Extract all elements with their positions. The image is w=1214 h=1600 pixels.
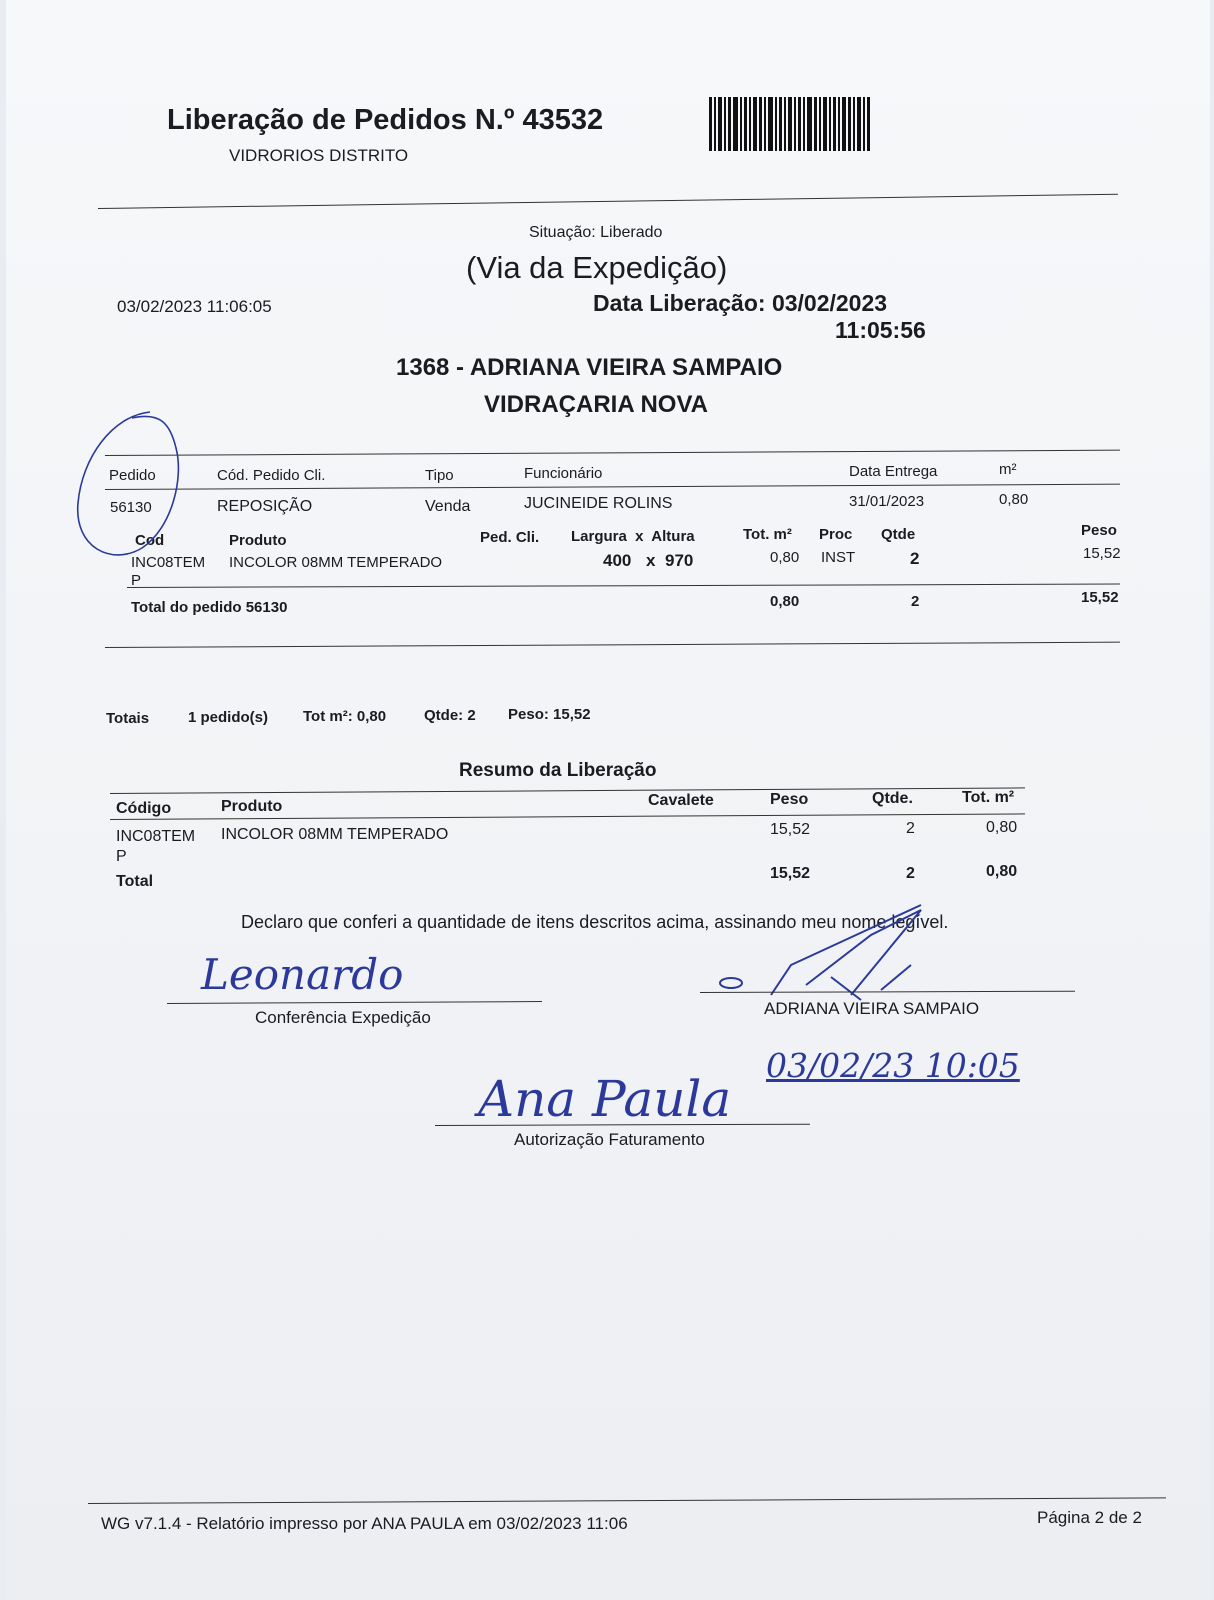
footer-divider <box>88 1497 1166 1504</box>
order-total-label: Total do pedido 56130 <box>131 599 288 616</box>
order-number: 56130 <box>110 499 152 516</box>
item-width: 400 <box>603 551 632 570</box>
summary-col-produto: Produto <box>221 798 283 815</box>
item-proc: INST <box>821 549 856 566</box>
summary-item-weight: 15,52 <box>770 821 811 838</box>
declaration-text: Declaro que conferi a quantidade de itens descritos acima, assinando meu nome legível. <box>241 912 949 932</box>
signature-ana-paula: Ana Paula <box>478 1070 732 1128</box>
order-client-code: REPOSIÇÃO <box>217 498 313 515</box>
footer-page-number: Página 2 de 2 <box>1037 1508 1142 1527</box>
summary-col-cavalete: Cavalete <box>648 792 714 809</box>
item-col-tot-m2: Tot. m² <box>743 526 792 543</box>
summary-total-m2: 0,80 <box>986 863 1018 880</box>
col-pedido: Pedido <box>109 467 156 484</box>
header-divider <box>98 194 1118 209</box>
order-bottom-line <box>105 642 1120 648</box>
signature-label-right: ADRIANA VIEIRA SAMPAIO <box>764 999 980 1018</box>
client-company: VIDRAÇARIA NOVA <box>484 391 709 418</box>
item-col-cod: Cod <box>135 532 165 549</box>
order-header-line <box>105 484 1120 490</box>
summary-col-qtde: Qtde. <box>872 790 913 807</box>
footer-printed-by: WG v7.1.4 - Relatório impresso por ANA PAULA em 03/02/2023 11:06 <box>101 1514 628 1533</box>
item-col-peso: Peso <box>1081 522 1117 539</box>
col-data-entrega: Data Entrega <box>849 463 938 480</box>
signature-label-left: Conferência Expedição <box>255 1008 431 1027</box>
item-height: 970 <box>665 551 694 570</box>
document-page <box>6 0 1210 1600</box>
totals-weight: Peso: 15,52 <box>508 706 591 723</box>
summary-title: Resumo da Liberação <box>459 760 657 781</box>
item-x: x <box>646 551 656 570</box>
order-top-line <box>105 450 1120 456</box>
summary-item-code-cont: P <box>116 848 127 865</box>
signature-line-left <box>167 1001 542 1004</box>
summary-total-qty: 2 <box>906 865 915 882</box>
item-tot-m2: 0,80 <box>770 549 800 566</box>
totals-m2: Tot m²: 0,80 <box>303 708 387 725</box>
handwritten-date: 03/02/23 10:05 <box>766 1046 1020 1085</box>
item-code: INC08TEM <box>131 554 206 571</box>
company-name: VIDRORIOS DISTRITO <box>229 146 409 165</box>
order-m2: 0,80 <box>999 491 1029 508</box>
order-employee: JUCINEIDE ROLINS <box>524 495 673 512</box>
order-total-qty: 2 <box>911 593 920 610</box>
totals-qty: Qtde: 2 <box>424 707 476 724</box>
status-text: Situação: Liberado <box>529 224 663 241</box>
item-col-largura-altura: Largura x Altura <box>571 528 695 545</box>
order-total-line <box>127 584 1120 588</box>
signature-adriana <box>711 905 941 1005</box>
order-delivery-date: 31/01/2023 <box>849 493 925 510</box>
summary-item-m2: 0,80 <box>986 819 1018 836</box>
order-type: Venda <box>425 498 471 515</box>
item-col-qtde: Qtde <box>881 526 916 543</box>
document-title: Liberação de Pedidos N.º 43532 <box>167 104 604 136</box>
item-code-cont: P <box>131 572 142 589</box>
summary-item-code: INC08TEM <box>116 828 196 845</box>
item-col-ped-cli: Ped. Cli. <box>480 529 540 546</box>
col-m2: m² <box>999 461 1017 478</box>
release-date: Data Liberação: 03/02/2023 <box>593 290 888 316</box>
summary-col-tot-m2: Tot. m² <box>962 789 1015 806</box>
release-time: 11:05:56 <box>835 317 926 343</box>
totals-label: Totais <box>106 710 150 727</box>
item-weight: 15,52 <box>1083 545 1121 562</box>
summary-col-peso: Peso <box>770 791 809 808</box>
barcode <box>709 97 887 151</box>
signature-leonardo: Leonardo <box>201 950 404 999</box>
col-tipo: Tipo <box>425 467 454 484</box>
col-cod-pedido-cli: Cód. Pedido Cli. <box>217 467 326 484</box>
summary-total-label: Total <box>116 873 154 890</box>
item-col-proc: Proc <box>819 526 853 543</box>
order-total-m2: 0,80 <box>770 593 800 610</box>
print-datetime: 03/02/2023 11:06:05 <box>117 297 272 316</box>
summary-item-qty: 2 <box>906 820 915 837</box>
client-name: 1368 - ADRIANA VIEIRA SAMPAIO <box>396 354 783 381</box>
item-product: INCOLOR 08MM TEMPERADO <box>229 554 443 571</box>
summary-total-weight: 15,52 <box>770 865 811 882</box>
col-funcionario: Funcionário <box>524 465 603 482</box>
summary-item-product: INCOLOR 08MM TEMPERADO <box>221 826 449 843</box>
order-total-weight: 15,52 <box>1081 589 1119 606</box>
signature-label-center: Autorização Faturamento <box>514 1130 705 1149</box>
copy-type: (Via da Expedição) <box>466 250 728 285</box>
pen-circle-mark <box>72 408 202 568</box>
item-col-produto: Produto <box>229 532 287 549</box>
item-qty: 2 <box>910 549 920 568</box>
totals-orders: 1 pedido(s) <box>188 709 269 726</box>
summary-col-codigo: Código <box>116 800 172 817</box>
